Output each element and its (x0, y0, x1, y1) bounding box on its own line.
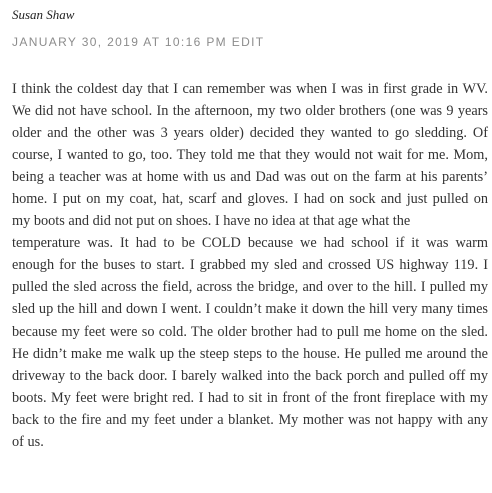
comment-line: my boots and did not put on shoes. I have no idea at that age what the (12, 213, 411, 230)
comment-line: temperature was. It had to be COLD because we had school if it was warm (12, 235, 488, 252)
comment-line: course, I wanted to go, too. They told me that they would not wait for me. Mom, (12, 147, 488, 164)
comment (12, 0, 488, 453)
comment-line: We did not have school. In the afternoon, my two older brothers (one was 9 years (12, 103, 488, 120)
comment-meta (12, 34, 488, 50)
comment-line: home. I put on my coat, hat, scarf and gloves. I had on sock and just pulled on (12, 191, 488, 208)
comment-line: boots. My feet were bright red. I had to sit in front of the front fireplace with my (12, 389, 488, 406)
comment-line: pulled the sled across the field, across the bridge, and over to the hill. I pulled my (12, 279, 488, 296)
comment-line: being a teacher was at home with us and Dad was out on the farm at his parents’ (12, 169, 488, 186)
comment-line: He didn’t make me walk up the steep steps to the house. He pulled me around the (12, 345, 488, 362)
comment-author[interactable]: Susan Shaw (12, 7, 75, 22)
comment-timestamp-link[interactable]: JANUARY 30, 2019 AT 10:16 PM (12, 35, 228, 49)
comment-line: of us. (12, 433, 44, 450)
comment-line: I think the coldest day that I can remember was when I was in first grade in WV. (12, 81, 488, 97)
comment-line: older and the other was 3 years older) decided they wanted to go sledding. Of (12, 125, 488, 142)
comment-line: because my feet were so cold. The older brother had to pull me home on the sled. (12, 323, 488, 340)
comment-line: enough for the buses to start. I grabbed my sled and crossed US highway 119. I (12, 257, 488, 274)
comment-line: driveway to the back door. I barely walked into the back porch and pulled off my (12, 367, 488, 384)
comment-paragraph (12, 78, 488, 453)
edit-link[interactable]: EDIT (231, 35, 265, 49)
comment-line: back to the fire and my feet under a blanket. My mother was not happy with any (12, 411, 488, 428)
comment-body (12, 78, 488, 453)
comment-line: sled up the hill and down I went. I couldn’t make it down the hill very many times (12, 301, 488, 318)
